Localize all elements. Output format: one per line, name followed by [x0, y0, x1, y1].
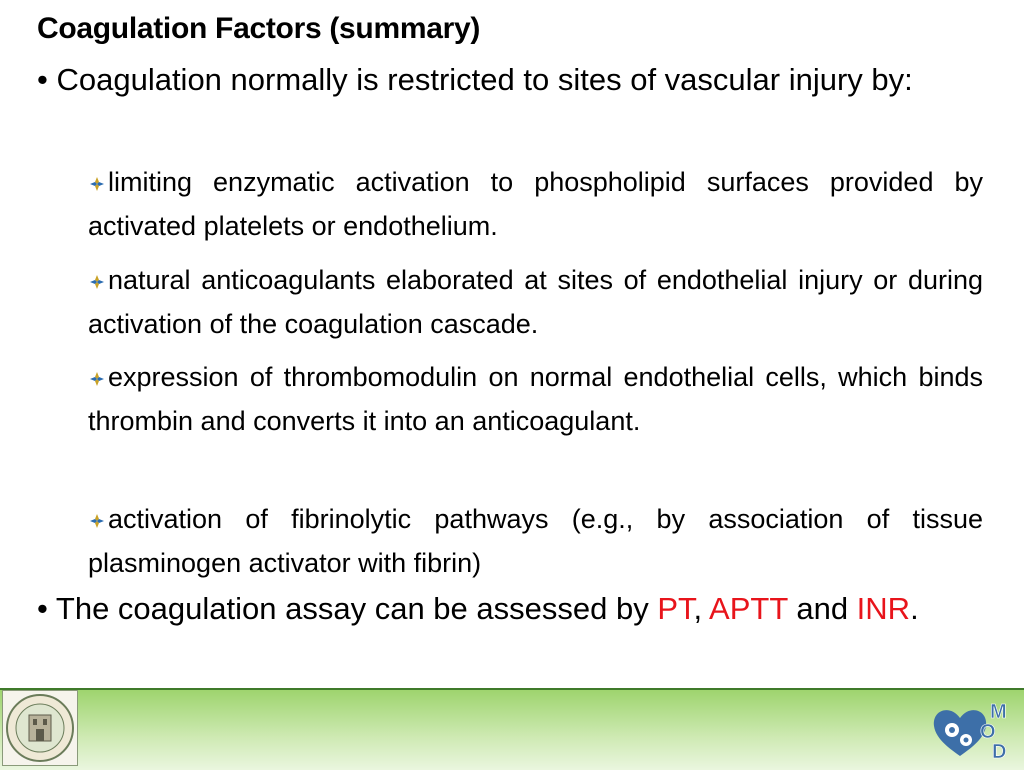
- logo-letter-d: D: [992, 741, 1007, 762]
- sub-bullet-anticoagulants: [88, 258, 983, 346]
- footer-bar: [0, 688, 1024, 770]
- university-seal-logo: [2, 690, 78, 766]
- diamond-bullet-icon: [88, 175, 106, 193]
- assay-mid: and: [787, 591, 857, 626]
- sub-bullet-text: natural anticoagulants elaborated at sites of endothelial injury or during activation of the coagulation cascade.: [88, 265, 983, 339]
- term-pt: PT: [657, 591, 694, 626]
- mod-logo: [930, 696, 1014, 762]
- diamond-bullet-icon: [88, 273, 106, 291]
- bullet-assays: [37, 585, 983, 633]
- sub-bullet-fibrinolytic: [88, 497, 983, 585]
- logo-letter-m: M: [990, 701, 1007, 723]
- diamond-bullet-icon: [88, 370, 106, 388]
- assay-end: .: [910, 591, 919, 626]
- slide-title: Coagulation Factors (summary): [37, 12, 481, 45]
- sub-bullet-phospholipid: [88, 160, 983, 248]
- sub-bullet-text: activation of fibrinolytic pathways (e.g., by association of tissue plasminogen activator with fibrin): [88, 504, 983, 578]
- sub-bullet-thrombomodulin: [88, 355, 983, 443]
- sub-bullet-text: expression of thrombomodulin on normal endothelial cells, which binds thrombin and converts it into an anticoagulant.: [88, 362, 983, 436]
- term-inr: INR: [856, 591, 911, 626]
- assay-prefix: • The coagulation assay can be assessed by: [37, 591, 658, 626]
- diamond-bullet-icon: [88, 512, 106, 530]
- term-aptt: APTT: [709, 591, 788, 626]
- assay-separator: ,: [693, 591, 710, 626]
- logo-letter-o: O: [980, 721, 996, 743]
- bullet-restriction: • Coagulation normally is restricted to sites of vascular injury by:: [37, 62, 913, 97]
- sub-bullet-text: limiting enzymatic activation to phospholipid surfaces provided by activated platelets or endothelium.: [88, 167, 983, 241]
